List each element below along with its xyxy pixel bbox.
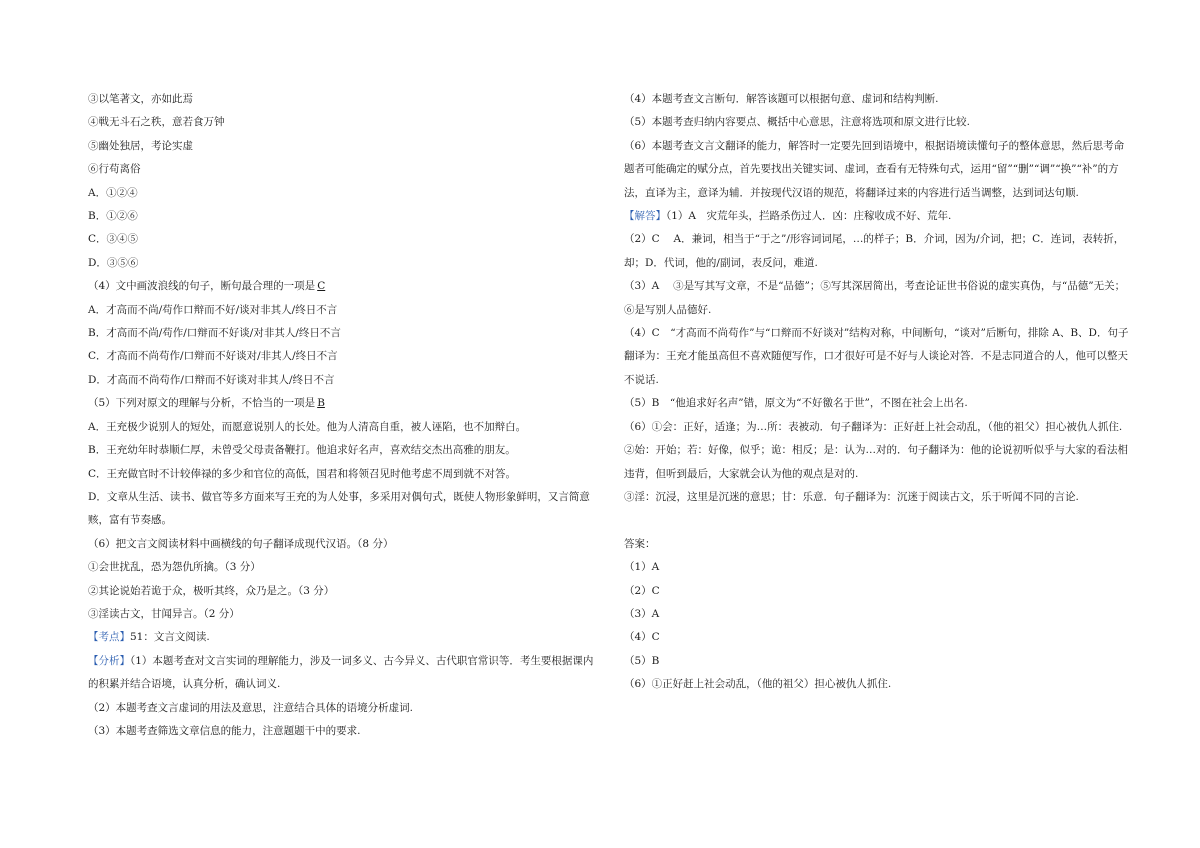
jieda-line: ③淫：沉浸，这里是沉迷的意思；甘：乐意．句子翻译为：沉迷于阅读古文，乐于听闻不同的言论.	[624, 490, 1079, 503]
choice-line: A．王充极少说别人的短处，而愿意说别人的长处。他为人清高自重，被人诬陷，也不加辩白。	[88, 420, 527, 433]
choice-line: D．才高而不尚苟作/口辩而不好谈对非其人/终日不言	[88, 373, 335, 386]
jieda-paragraph: （2）C A．兼词，相当于“于之”/形容词词尾，…的样子；B．介词，因为/介词，把；C．连词，表转折，却；D．代词，他的/副词，表反问，难道.	[624, 233, 1125, 269]
choice-line: B．才高而不尚/苟作/口辩而不好谈/对非其人/终日不言	[88, 327, 341, 340]
answers-label: 答案：	[624, 537, 656, 550]
jieda-paragraph: （3）A ③是写其写文章，不是“品德”；⑤写其深居简出，考查论证世书俗说的虚实真伪，与“品德”无关；⑥是写别人品德好.	[624, 280, 1126, 316]
fenxi-line: （5）本题考查归纳内容要点、概括中心意思，注意将选项和原文进行比较.	[624, 116, 971, 129]
question-5-text: （5）下列对原文的理解与分析，不恰当的一项是	[88, 397, 316, 410]
choice-line: D．文章从生活、读书、做官等多方面来写王充的为人处事，多采用对偶句式，既使人物形象鲜明，又言简意赅，富有节奏感。	[88, 490, 590, 527]
kaodian-tag: 【考点】	[88, 631, 130, 644]
fenxi-paragraph: （6）本题考查文言文翻译的能力，解答时一定要先回到语境中，根据语境读懂句子的整体意思，然后思考命题者可能确定的赋分点，首先要找出关键实词、虚词，查看有无特殊句式，运用“留”“删”“调”“换”“补”的方法，直译为主，意译为辅．并按现代汉语的规范，将翻译过来的内容进行适当调整，达到词达句顺.	[624, 139, 1125, 199]
option-line: ④戦无斗石之秩，意若食万钟	[88, 116, 225, 129]
kaodian-line	[88, 626, 598, 649]
jieda-paragraph: （6）①会：正好，适逢；为…所：表被动．句子翻译为：正好赶上社会动乱，（他的祖父）担心被仇人抓住.	[624, 420, 1123, 433]
answer-line: （1）A	[624, 561, 660, 574]
question-6-stem: （6）把文言文阅读材料中画横线的句子翻译成现代汉语。（8 分）	[88, 537, 394, 550]
jieda-line	[624, 205, 1134, 228]
jieda-paragraph: （4）C “才高而不尚苟作”与“口辩而不好谈对”结构对称，中间断句，“谈对”后断句，排除 A、B、D．句子翻译为：王充才能虽高但不喜欢随便写作，口才很好可是不好与人谈论对答．不是志同道合的人，他可以整天不说话.	[624, 327, 1129, 386]
option-line: ③以笔著文，亦如此焉	[88, 93, 193, 105]
choice-line: A．①②④	[88, 186, 138, 199]
fenxi-text: （1）本题考查对文言实词的理解能力，涉及一词多义、古今异义、古代职官常识等．考生要根据课内的积累并结合语境，认真分析，确认词义.	[88, 654, 594, 691]
question-4-answer: C	[317, 280, 326, 293]
answer-line: （3）A	[624, 607, 660, 620]
spacer	[624, 509, 1134, 532]
answer-line: （5）B	[624, 654, 660, 667]
kaodian-text: 51：文言文阅读.	[130, 631, 210, 644]
choice-line: B．王充幼年时恭顺仁厚，未曾受父母责备鞭打。他追求好名声，喜欢结交杰出高雅的朋友。	[88, 444, 516, 457]
fenxi-line: （3）本题考查筛选文章信息的能力，注意题题干中的要求.	[88, 724, 361, 737]
question-4-stem	[88, 275, 598, 298]
right-column	[624, 88, 1134, 697]
question-6-item: ③淫读古文，甘闻异言。（2 分）	[88, 607, 240, 620]
answer-line: （2）C	[624, 584, 660, 597]
choice-line: C．王充做官时不计较俸禄的多少和官位的高低，国君和将领召见时他考虑不周到就不对答。	[88, 467, 517, 480]
answer-line: （4）C	[624, 631, 660, 644]
left-column	[88, 88, 598, 743]
jieda-line: （5）B “他追求好名声”错，原文为“不好徼名于世”，不图在社会上出名.	[624, 397, 968, 410]
answer-line: （6）①正好赶上社会动乱，（他的祖父）担心被仇人抓住.	[624, 678, 892, 691]
fenxi-line: （4）本题考查文言断句．解答该题可以根据句意、虚词和结构判断.	[624, 93, 939, 105]
jieda-text: （1）A 灾荒年头，拦路杀伤过人．凶：庄稼收成不好、荒年.	[666, 210, 952, 223]
option-line: ⑥行苟离俗	[88, 163, 141, 176]
jieda-paragraph: ②始：开始；若：好像，似乎；诡：相反；是：认为…对的．句子翻译为：他的论说初听似乎与大家的看法相违背，但听到最后，大家就会认为他的观点是对的.	[624, 444, 1128, 480]
choice-line: B．①②⑥	[88, 210, 138, 223]
question-6-item: ①会世扰乱，恐为怨仇所擒。（3 分）	[88, 561, 261, 574]
choice-line: C．③④⑤	[88, 233, 139, 246]
choice-line: A．才高而不尚/苟作口辩而不好/谈对非其人/终日不言	[88, 303, 338, 316]
question-6-item: ②其论说始若诡于众，极听其终，众乃是之。（3 分）	[88, 584, 335, 597]
jieda-tag: 【解答】	[624, 210, 666, 223]
question-5-answer: B	[317, 397, 325, 410]
choice-line: D．③⑤⑥	[88, 256, 139, 269]
fenxi-line: （2）本题考查文言虚词的用法及意思，注意结合具体的语境分析虚词.	[88, 701, 414, 714]
option-line: ⑤幽处独居，考论实虚	[88, 139, 193, 152]
question-4-text: （4）文中画波浪线的句子，断句最合理的一项是	[88, 280, 316, 293]
choice-line: C．才高而不尚苟作/口辩而不好谈对/非其人/终日不言	[88, 350, 338, 363]
fenxi-paragraph	[88, 650, 598, 697]
fenxi-tag: 【分析】	[88, 654, 130, 667]
question-5-stem	[88, 392, 598, 415]
